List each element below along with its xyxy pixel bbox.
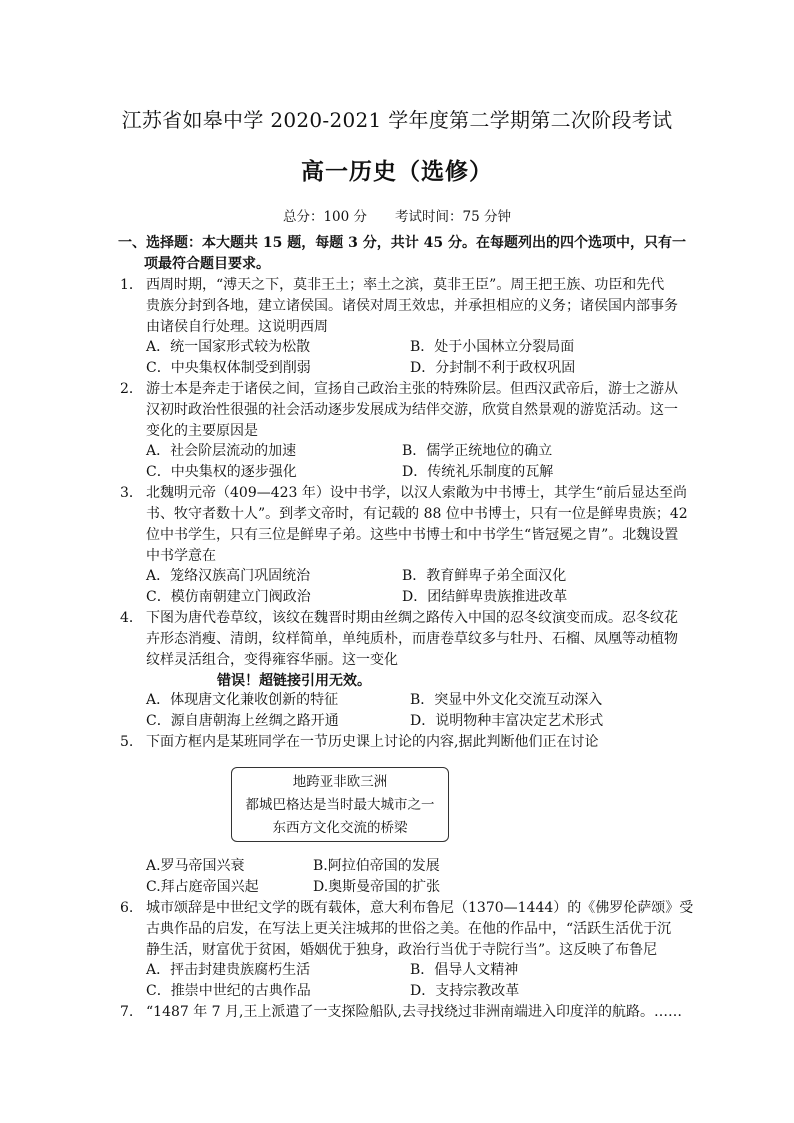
option-d: D．分封制不利于政权巩固 — [410, 360, 576, 376]
option-b: B．教育鲜卑子弟全面汉化 — [402, 568, 567, 584]
question-text-line: 北魏明元帝（409—423 年）设中书学，以汉人索敞为中书博士，其学生“前后显达至尚 — [146, 485, 688, 501]
option-b: B.阿拉伯帝国的发展 — [313, 858, 440, 874]
option-b: B．倡导人文精神 — [410, 962, 519, 978]
question-number: 3． — [120, 485, 143, 501]
exam-time: 考试时间：75 分钟 — [395, 209, 512, 225]
option-a: A．统一国家形式较为松散 — [146, 339, 311, 355]
question-text-line: 西周时期，“溥天之下，莫非王土；率土之滨，莫非王臣”。周王把王族、功臣和先代 — [146, 277, 665, 293]
question-number: 4． — [120, 610, 143, 626]
question-text-line: 下面方框内是某班同学在一节历史课上讨论的内容,据此判断他们正在讨论 — [146, 734, 599, 750]
option-c: C.拜占庭帝国兴起 — [146, 879, 259, 895]
question-number: 6. — [120, 900, 134, 916]
question-number: 5. — [120, 734, 134, 750]
box-line: 东西方文化交流的桥梁 — [272, 820, 408, 836]
option-d: D.奥斯曼帝国的扩张 — [313, 879, 441, 895]
option-a: A．笼络汉族高门巩固统治 — [146, 568, 311, 584]
question-text-line: 城市颂辞是中世纪文学的既有载体，意大利布鲁尼（1370—1444）的《佛罗伦萨颂》受 — [146, 900, 694, 916]
question-text-line: 纹样灵活组合，变得雍容华丽。这一变化 — [146, 652, 398, 668]
exam-meta — [0, 205, 794, 225]
question-text-line: 游士本是奔走于诸侯之间，宣扬自己政治主张的特殊阶层。但西汉武帝后，游士之游从 — [146, 381, 678, 397]
option-d: D．传统礼乐制度的瓦解 — [402, 464, 554, 480]
option-b: B．处于小国林立分裂局面 — [410, 339, 575, 355]
option-d: D．团结鲜卑贵族推进改革 — [402, 589, 568, 605]
question-text-line: 位中书学生，只有三位是鲜卑子弟。这些中书博士和中书学生“皆冠冕之胄”。北魏设置 — [146, 527, 679, 543]
question-text-line: 由诸侯自行处理。这说明西周 — [146, 319, 328, 335]
box-line: 都城巴格达是当时最大城市之一 — [245, 797, 435, 813]
box-line: 地跨亚非欧三洲 — [292, 774, 388, 790]
option-c: C．源自唐朝海上丝绸之路开通 — [146, 713, 339, 729]
question-text-line: 静生活，财富优于贫困，婚姻优于独身，政治行当优于寺院行当”。这反映了布鲁尼 — [146, 942, 658, 958]
question-text-line: 汉初时政治性很强的社会活动逐步发展成为结伴交游，欣赏自然景观的游览活动。这一 — [146, 402, 678, 418]
question-text-line: 中书学意在 — [146, 548, 216, 564]
hyperlink-error-text: 错误！超链接引用无效。 — [217, 673, 371, 689]
question-number: 7. — [120, 1004, 134, 1020]
question-text-line: 卉形态消瘦、清朗，纹样简单，单纯质朴，而唐卷草纹多与牡丹、石榴、凤凰等动植物 — [146, 631, 678, 647]
option-b: B．突显中外文化交流互动深入 — [410, 692, 603, 708]
option-a: A.罗马帝国兴衰 — [146, 858, 245, 874]
section-heading-line: 项最符合题目要求。 — [144, 256, 270, 272]
option-b: B．儒学正统地位的确立 — [402, 443, 553, 459]
question-text-line: 下图为唐代卷草纹，该纹在魏晋时期由丝绸之路传入中国的忍冬纹演变而成。忍冬纹花 — [146, 610, 678, 626]
question-text-line: 古典作品的启发，在写法上更关注城邦的世俗之美。在他的作品中，“活跃生活优于沉 — [146, 921, 672, 937]
option-c: C．中央集权的逐步强化 — [146, 464, 297, 480]
option-c: C．模仿南朝建立门阀政治 — [146, 589, 311, 605]
question-text-line: 变化的主要原因是 — [146, 423, 258, 439]
subject-title: 高一历史（选修） — [301, 158, 493, 185]
option-a: A．社会阶层流动的加速 — [146, 443, 297, 459]
question-number: 2． — [120, 381, 143, 397]
question-text-line: “1487 年 7 月,王上派遣了一支探险船队,去寻找绕过非洲南端进入印度洋的航路。…… — [146, 1004, 682, 1020]
question-number: 1． — [120, 277, 143, 293]
option-d: D．说明物种丰富决定艺术形式 — [410, 713, 604, 729]
option-d: D．支持宗教改革 — [410, 983, 520, 999]
section-heading-line: 一、选择题：本大题共 15 题，每题 3 分，共计 45 分。在每题列出的四个选项中，只有一 — [118, 235, 686, 251]
total-score: 总分：100 分 — [282, 209, 368, 225]
question-text-line: 贵族分封到各地，建立诸侯国。诸侯对周王效忠，并承担相应的义务；诸侯国内部事务 — [146, 298, 678, 314]
exam-title: 江苏省如皋中学 2020-2021 学年度第二学期第二次阶段考试 — [121, 108, 673, 132]
option-c: C．中央集权体制受到削弱 — [146, 360, 311, 376]
question-text-line: 书、牧守者数十人”。到孝文帝时，有记载的 88 位中书博士，只有一位是鲜卑贵族；42 — [146, 506, 688, 522]
option-c: C．推崇中世纪的古典作品 — [146, 983, 311, 999]
discussion-box — [231, 767, 449, 842]
option-a: A．抨击封建贵族腐朽生活 — [146, 962, 311, 978]
section-heading — [118, 233, 686, 275]
option-a: A．体现唐文化兼收创新的特征 — [146, 692, 339, 708]
